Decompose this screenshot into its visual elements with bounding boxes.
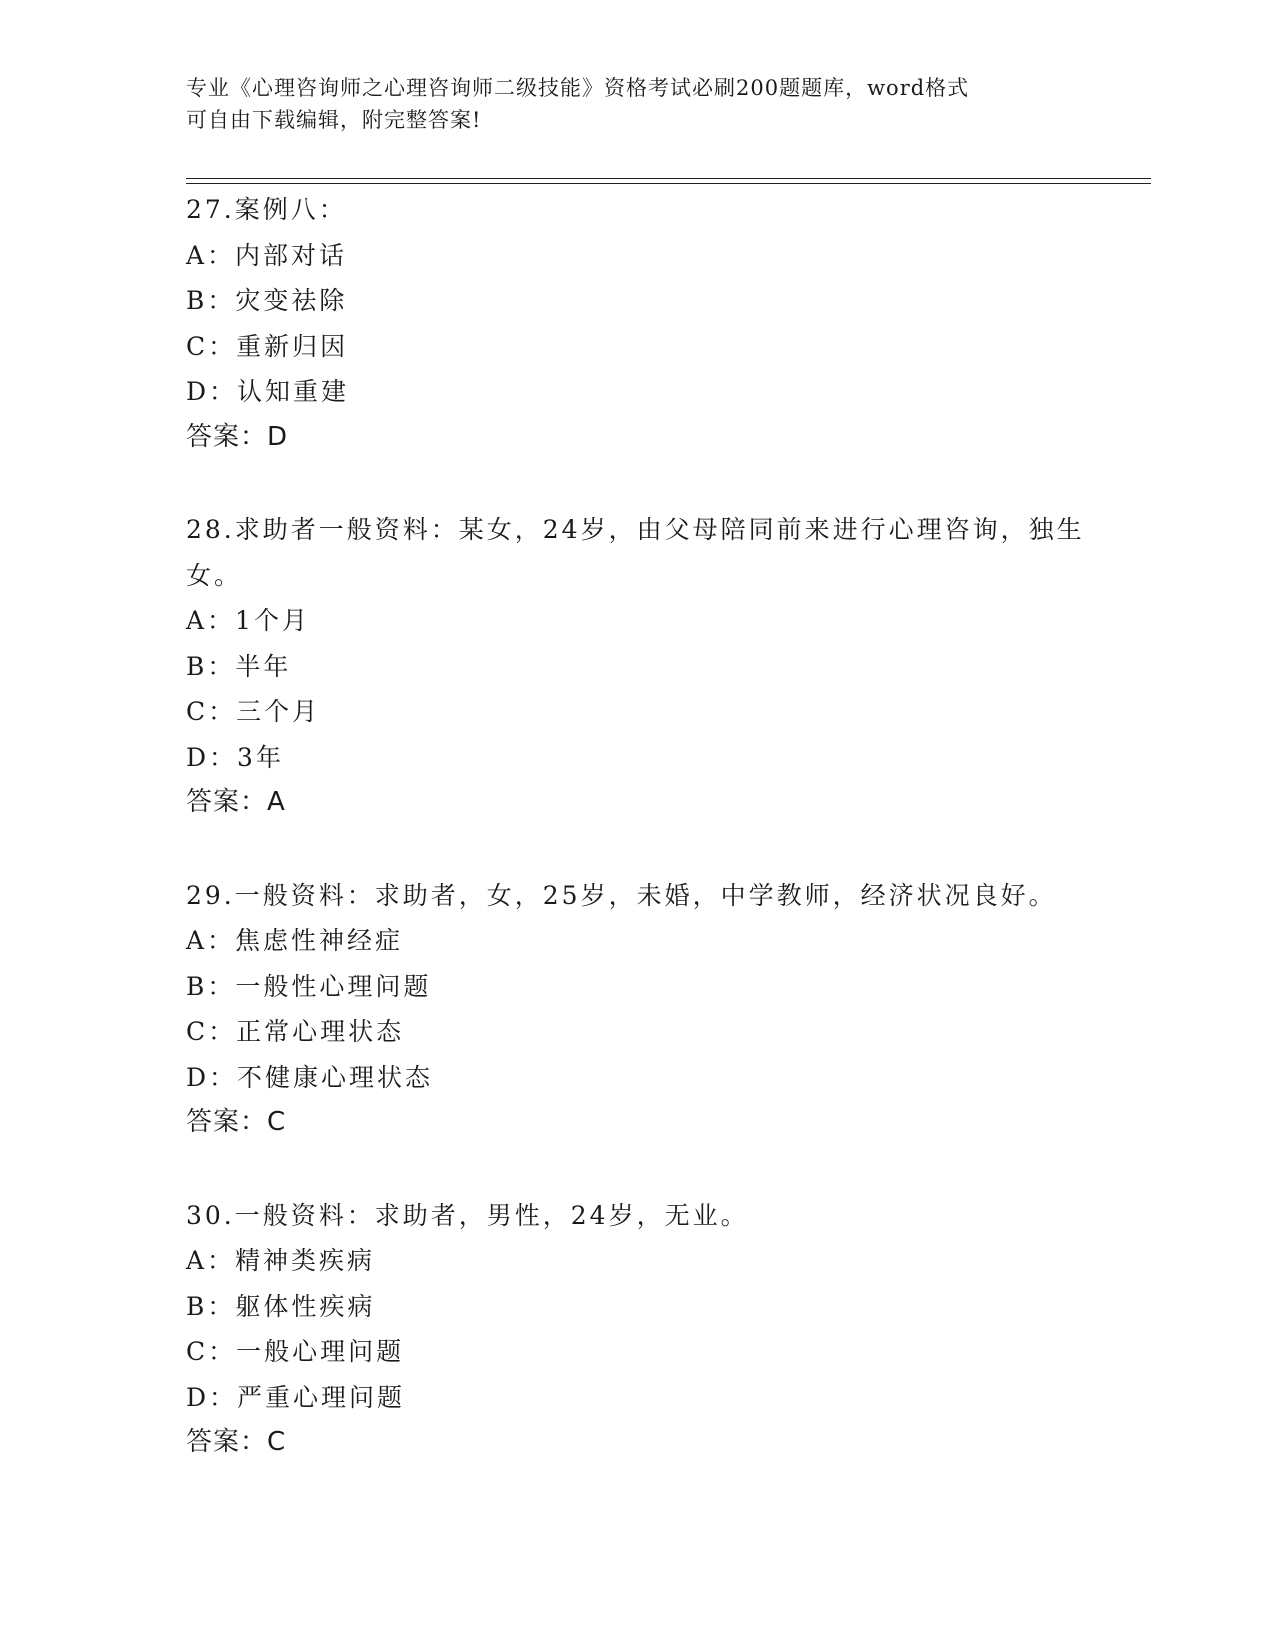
option-b: B：半年 <box>186 651 292 681</box>
option-b: B：灾变祛除 <box>186 286 348 315</box>
header-divider-top <box>186 178 1151 179</box>
question-stem: 29.一般资料：求助者，女，25岁，未婚，中学教师，经济状况良好。 <box>186 880 1057 910</box>
question-list <box>186 187 1086 1513</box>
option-a: A：1个月 <box>186 606 310 635</box>
header-title-line-1: 专业《心理咨询师之心理咨询师二级技能》资格考试必刷200题题库，word格式 <box>186 76 970 100</box>
option-d: D：认知重建 <box>186 377 350 406</box>
answer-key: 答案：C <box>186 1107 287 1137</box>
document-header <box>186 72 1086 136</box>
question-28 <box>186 507 1086 826</box>
option-c: C：正常心理状态 <box>186 1017 405 1046</box>
answer-key: 答案：C <box>186 1427 287 1457</box>
question-stem: 28.求助者一般资料：某女，24岁，由父母陪同前来进行心理咨询，独生女。 <box>186 515 1085 590</box>
option-a: A：精神类疾病 <box>186 1246 376 1275</box>
question-27 <box>186 187 1086 460</box>
header-title-line-2: 可自由下载编辑，附完整答案! <box>186 108 482 132</box>
answer-key: 答案：A <box>186 787 286 817</box>
header-divider-bottom <box>186 183 1151 184</box>
option-b: B：一般性心理问题 <box>186 971 432 1001</box>
option-b: B：躯体性疾病 <box>186 1291 376 1321</box>
question-stem: 27.案例八： <box>186 195 347 224</box>
option-a: A：焦虑性神经症 <box>186 926 404 955</box>
option-d: D：3年 <box>186 742 284 772</box>
option-c: C：一般心理问题 <box>186 1337 405 1366</box>
option-a: A：内部对话 <box>186 240 348 270</box>
option-c: C：三个月 <box>186 697 321 726</box>
option-d: D：不健康心理状态 <box>186 1062 434 1092</box>
option-d: D：严重心理问题 <box>186 1382 406 1412</box>
question-30 <box>186 1193 1086 1466</box>
answer-key: 答案：D <box>186 421 289 452</box>
question-29 <box>186 873 1086 1146</box>
option-c: C：重新归因 <box>186 331 349 361</box>
question-stem: 30.一般资料：求助者，男性，24岁，无业。 <box>186 1200 749 1230</box>
